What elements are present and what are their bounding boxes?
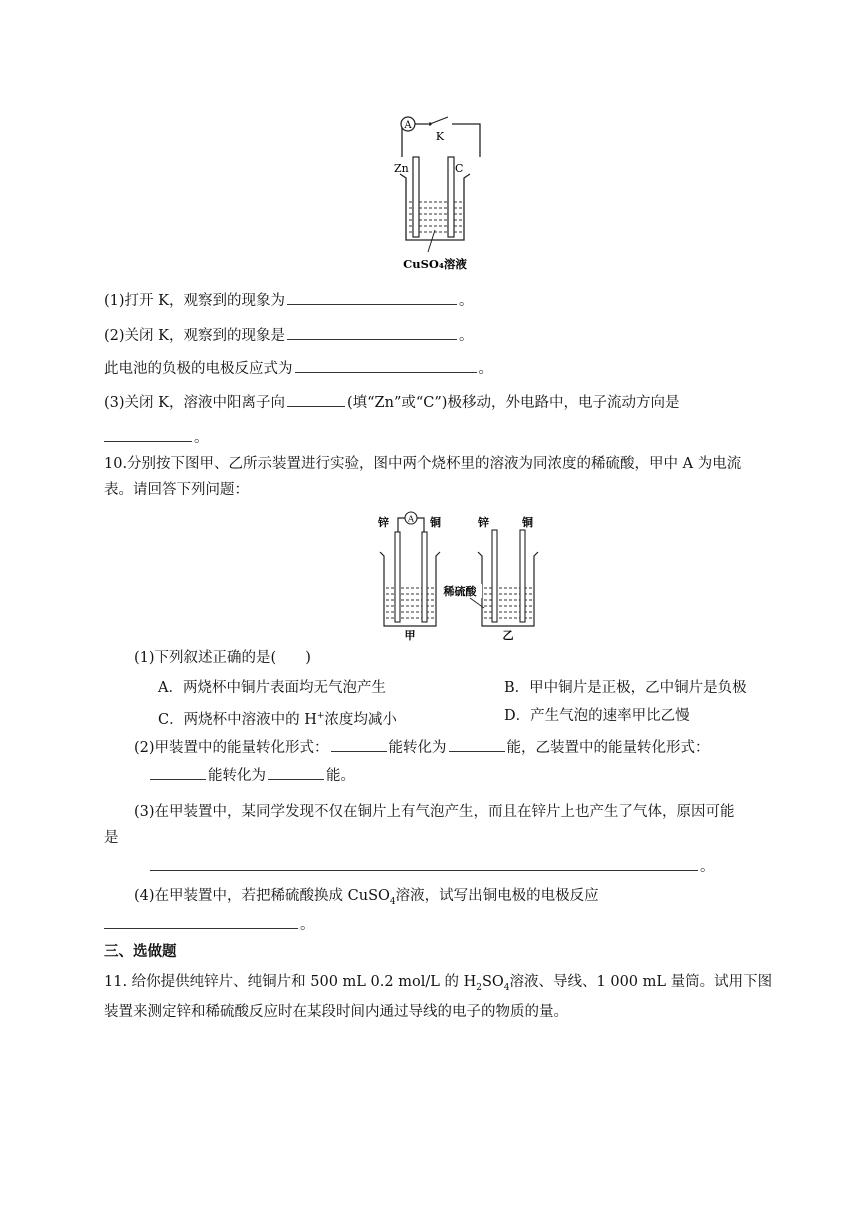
section-heading: 三、选做题 bbox=[104, 944, 177, 960]
q9-part2: (2)关闭 K，观察到的现象是 。 bbox=[104, 325, 473, 346]
c-label: C bbox=[455, 162, 464, 175]
answer-blank[interactable] bbox=[449, 737, 505, 752]
q10-part2-cont: 能转化为 能。 bbox=[150, 765, 355, 786]
q10-part4: (4)在甲装置中，若把稀硫酸换成 CuSO$_4$溶液，试写出铜电极的电极反应 bbox=[134, 888, 599, 907]
q10-stem-2: 表。请回答下列问题： bbox=[104, 482, 249, 498]
answer-blank[interactable] bbox=[104, 914, 298, 929]
answer-blank[interactable] bbox=[268, 765, 324, 780]
q10-part2: (2)甲装置中的能量转化形式： 能转化为 能，乙装置中的能量转化形式： bbox=[134, 737, 710, 758]
q11-line2: 装置来测定锌和稀硫酸反应时在某段时间内通过导线的电子的物质的量。 bbox=[104, 1004, 568, 1020]
q10-part3-blank: 。 bbox=[150, 856, 715, 877]
option-d[interactable]: D．产生气泡的速率甲比乙慢 bbox=[504, 708, 690, 724]
q10-stem-1: 10.分别按下图甲、乙所示装置进行实验，图中两个烧杯里的溶液为同浓度的稀硫酸，甲中 A 为电流 bbox=[104, 456, 742, 472]
answer-blank[interactable] bbox=[104, 427, 192, 442]
answer-blank[interactable] bbox=[295, 358, 477, 373]
q10-part4-blank: 。 bbox=[104, 914, 315, 935]
option-a[interactable]: A．两烧杯中铜片表面均无气泡产生 bbox=[158, 680, 386, 696]
two-beakers-figure bbox=[372, 508, 552, 643]
zn-label: Zn bbox=[394, 162, 409, 175]
ammeter-label-jia: A bbox=[407, 514, 415, 525]
q10-part3: (3)在甲装置中，某同学发现不仅在铜片上有气泡产生，而且在锌片上也产生了气体，原因可能 bbox=[134, 804, 735, 820]
answer-blank[interactable] bbox=[331, 737, 387, 752]
ammeter-label: A bbox=[404, 120, 412, 131]
answer-blank[interactable] bbox=[150, 765, 206, 780]
copper-label-yi: 铜 bbox=[522, 516, 533, 529]
zinc-label-yi: 锌 bbox=[478, 516, 489, 529]
switch-label: K bbox=[435, 130, 445, 143]
zinc-label-jia: 锌 bbox=[378, 516, 389, 529]
option-c[interactable]: C．两烧杯中溶液中的 H+浓度均减小 bbox=[158, 711, 397, 728]
answer-blank[interactable] bbox=[287, 392, 345, 407]
copper-label-jia: 铜 bbox=[430, 516, 441, 529]
q11-line1: 11. 给你提供纯锌片、纯铜片和 500 mL 0.2 mol/L 的 $H_2SO_4$溶液、导线、1 000 mL 量筒。试用下图 bbox=[104, 974, 773, 993]
q9-part2b: 此电池的负极的电极反应式为 。 bbox=[104, 358, 493, 379]
acid-label: 稀硫酸 bbox=[443, 585, 477, 598]
galvanic-cell-figure bbox=[380, 112, 490, 277]
q9-part3: (3)关闭 K，溶液中阳离子向 (填“Zn”或“C”)极移动，外电路中，电子流动方向是 bbox=[104, 392, 679, 413]
q10-part3-cont: 是 bbox=[104, 830, 119, 846]
q9-part1: (1)打开 K，观察到的现象为 。 bbox=[104, 290, 473, 311]
q10-part1: (1)下列叙述正确的是( ) bbox=[134, 650, 311, 666]
answer-blank[interactable] bbox=[287, 325, 457, 340]
yi-label: 乙 bbox=[502, 629, 514, 642]
jia-label: 甲 bbox=[404, 629, 416, 642]
answer-blank[interactable] bbox=[287, 290, 457, 305]
answer-blank[interactable] bbox=[150, 856, 698, 871]
solution-label: CuSO₄溶液 bbox=[403, 257, 467, 271]
q9-part3-cont: 。 bbox=[104, 427, 209, 448]
option-b[interactable]: B．甲中铜片是正极，乙中铜片是负极 bbox=[504, 680, 747, 696]
